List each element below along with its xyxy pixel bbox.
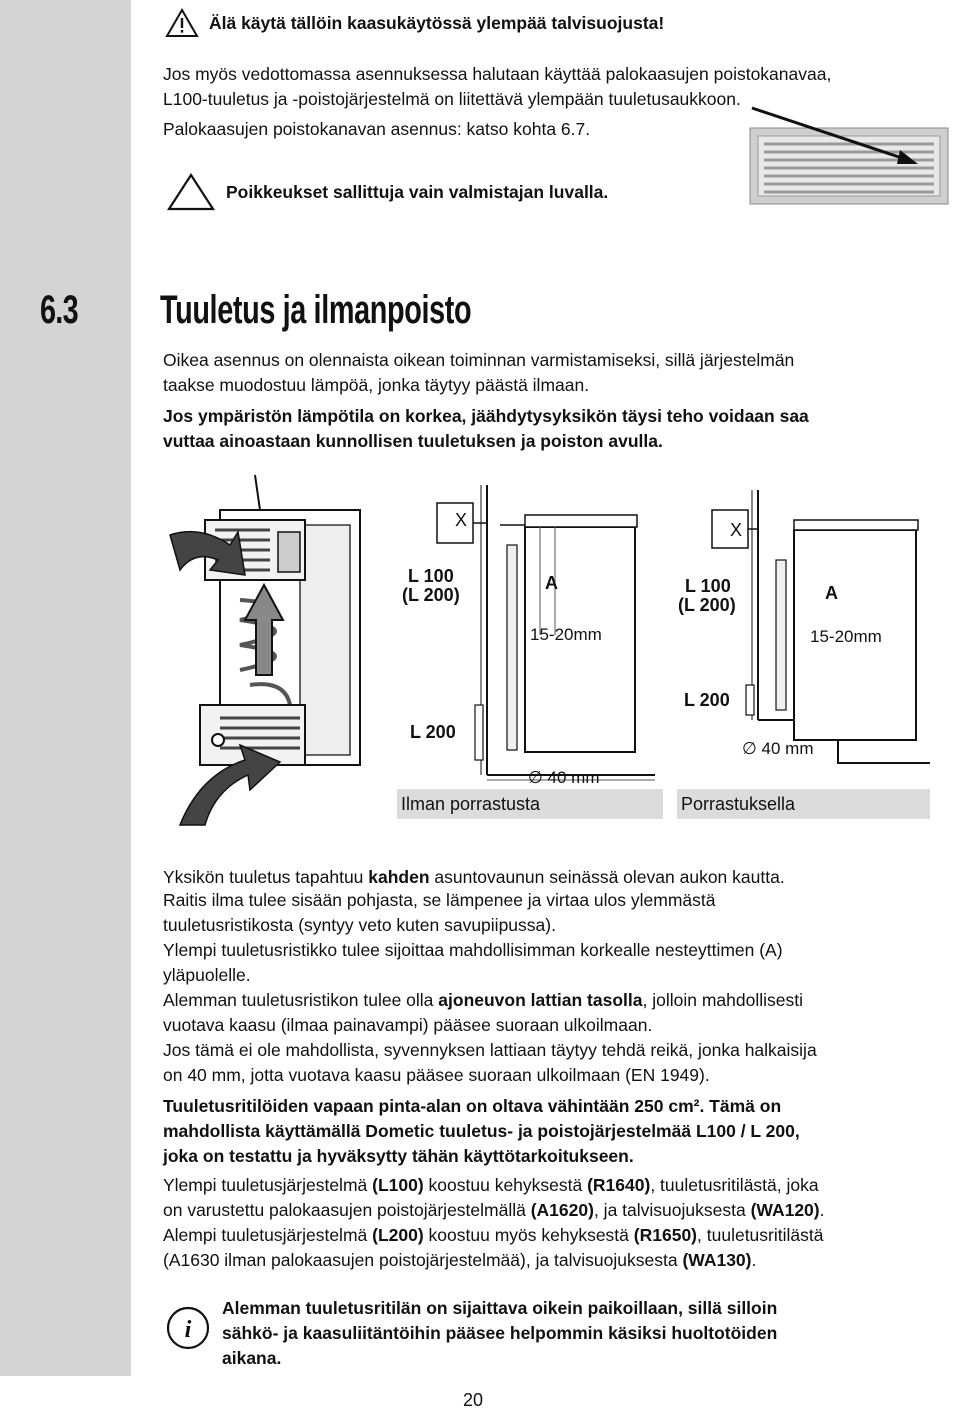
text: , tuuletusritilästä, joka [650, 1175, 819, 1195]
text-bold: (A1620) [530, 1200, 594, 1220]
text: . [751, 1250, 757, 1270]
text: Alemman tuuletusristikon tulee olla [163, 990, 439, 1010]
info-note-line-1: Alemman tuuletusritilän on sijaittava oikein paikoillaan, sillä silloin [222, 1298, 778, 1318]
text: . [819, 1200, 825, 1220]
text: koostuu myös kehyksestä [423, 1225, 634, 1245]
info-note-line-3: aikana. [222, 1348, 282, 1368]
body-line-1 [163, 865, 785, 890]
info-icon [165, 1305, 211, 1351]
text: , ja talvisuojuksesta [593, 1200, 751, 1220]
upper-vent-alt-label-left: (L 200) [402, 585, 460, 605]
text: Yksikön tuuletus tapahtuu [163, 867, 369, 887]
bold-para-line-2: mahdollista käyttämällä Dometic tuuletus- ja poistojärjestelmää L100 / L 200, [163, 1121, 800, 1141]
gap-label-left: 15-20mm [530, 625, 602, 644]
body-line-8: Jos tämä ei ole mahdollista, syvennyksen lattiaan täytyy tehdä reikä, jonka halkaisija [163, 1040, 817, 1060]
diameter-value-right: 40 mm [761, 739, 814, 758]
upper-vent-label-left: L 100 [408, 566, 454, 586]
specs-line-4 [163, 1248, 756, 1273]
lower-vent-label-right: L 200 [684, 690, 730, 710]
body-line-4: Ylempi tuuletusristikko tulee sijoittaa mahdollisimman korkealle nesteyttimen (A) [163, 940, 783, 960]
para2-line-2: vuttaa ainoastaan kunnollisen tuuletuksen ja poiston avulla. [163, 431, 663, 451]
a-label-left: A [545, 573, 558, 593]
warning-text: Älä käytä tällöin kaasukäytössä ylempää talvisuojusta! [209, 12, 665, 33]
gap-label-right: 15-20mm [810, 627, 882, 646]
text: , tuuletusritilästä [697, 1225, 824, 1245]
para1-line-1: Oikea asennus on olennaista oikean toiminnan varmistamiseksi, sillä järjestelmän [163, 350, 795, 370]
bold-para-line-3: joka on testattu ja hyväksytty tähän käyttötarkoitukseen. [163, 1146, 634, 1166]
text: koostuu kehyksestä [423, 1175, 588, 1195]
body-line-5: yläpuolelle. [163, 965, 251, 985]
exceptions-text: Poikkeukset sallittuja vain valmistajan luvalla. [226, 181, 609, 202]
intro-line-1: Jos myös vedottomassa asennuksessa halutaan käyttää palokaasujen poistokanavaa, [163, 64, 832, 84]
text-bold: kahden [368, 867, 430, 887]
vent-grille-illustration [740, 100, 955, 210]
body-line-2: Raitis ilma tulee sisään pohjasta, se lämpenee ja virtaa ulos ylemmästä [163, 890, 716, 910]
text: (A1630 ilman palokaasujen poistojärjestelmää), ja talvisuojuksesta [163, 1250, 683, 1270]
diameter-icon: ∅ [528, 768, 548, 787]
text: asuntovaunun seinässä olevan aukon kautta. [429, 867, 785, 887]
upper-vent-label-right: L 100 [685, 576, 731, 596]
x-mark-right: X [730, 520, 743, 540]
bold-para-line-1: Tuuletusritilöiden vapaan pinta-alan on oltava vähintään 250 cm². Tämä on [163, 1096, 782, 1116]
section-number: 6.3 [40, 288, 78, 332]
text: Alempi tuuletusjärjestelmä [163, 1225, 373, 1245]
text: Ylempi tuuletusjärjestelmä [163, 1175, 373, 1195]
diameter-icon: ∅ [742, 739, 762, 758]
body-line-3: tuuletusristikosta (syntyy veto kuten savupiipussa). [163, 915, 556, 935]
caution-triangle-icon [166, 172, 216, 212]
para1-line-2: taakse muodostuu lämpöä, jonka täytyy päästä ilmaan. [163, 375, 590, 395]
svg-text:i: i [184, 1317, 192, 1343]
text-bold: ajoneuvon lattian tasolla [438, 990, 643, 1010]
text-bold: (WA130) [682, 1250, 752, 1270]
body-line-9: on 40 mm, jotta vuotava kaasu pääsee suoraan ulkoilmaan (EN 1949). [163, 1065, 710, 1085]
upper-vent-alt-label-right: (L 200) [678, 595, 736, 615]
x-mark-left: X [455, 510, 468, 530]
para2-line-1: Jos ympäristön lämpötila on korkea, jäähdytysyksikön täysi teho voidaan saa [163, 406, 809, 426]
caption-no-step: Ilman porrastusta [397, 789, 663, 819]
intro-line-2: L100-tuuletus ja -poistojärjestelmä on liitettävä ylempään tuuletusaukkoon. [163, 89, 741, 109]
warning-triangle-icon [165, 8, 199, 38]
diameter-label-left [528, 768, 600, 788]
text-bold: (R1640) [587, 1175, 651, 1195]
a-label-right: A [825, 583, 838, 603]
page-number: 20 [463, 1390, 484, 1410]
text-bold: (WA120) [750, 1200, 820, 1220]
body-line-6 [163, 988, 803, 1013]
body-line-7: vuotava kaasu (ilmaa painavampi) pääsee suoraan ulkoilmaan. [163, 1015, 653, 1035]
text-bold: (L200) [372, 1225, 424, 1245]
caption-with-step: Porrastuksella [677, 789, 930, 819]
page-sidebar [0, 0, 131, 1376]
diameter-label-right [742, 739, 814, 759]
text-bold: (R1650) [633, 1225, 698, 1245]
fridge-back-illustration [160, 470, 385, 830]
warning-row [165, 8, 664, 38]
specs-line-1 [163, 1173, 819, 1198]
lower-vent-label-left: L 200 [410, 722, 456, 742]
section-title: Tuuletus ja ilmanpoisto [160, 288, 472, 332]
exceptions-row [166, 172, 608, 212]
diameter-value-left: 40 mm [547, 768, 600, 787]
info-note-line-2: sähkö- ja kaasuliitäntöihin pääsee helpommin käsiksi huoltotöiden [222, 1323, 778, 1343]
text: on varustettu palokaasujen poistojärjestelmällä [163, 1200, 531, 1220]
text-bold: (L100) [372, 1175, 424, 1195]
intro-line-3: Palokaasujen poistokanavan asennus: katso kohta 6.7. [163, 119, 591, 139]
specs-line-2 [163, 1198, 824, 1223]
specs-line-3 [163, 1223, 823, 1248]
text: , jolloin mahdollisesti [642, 990, 803, 1010]
